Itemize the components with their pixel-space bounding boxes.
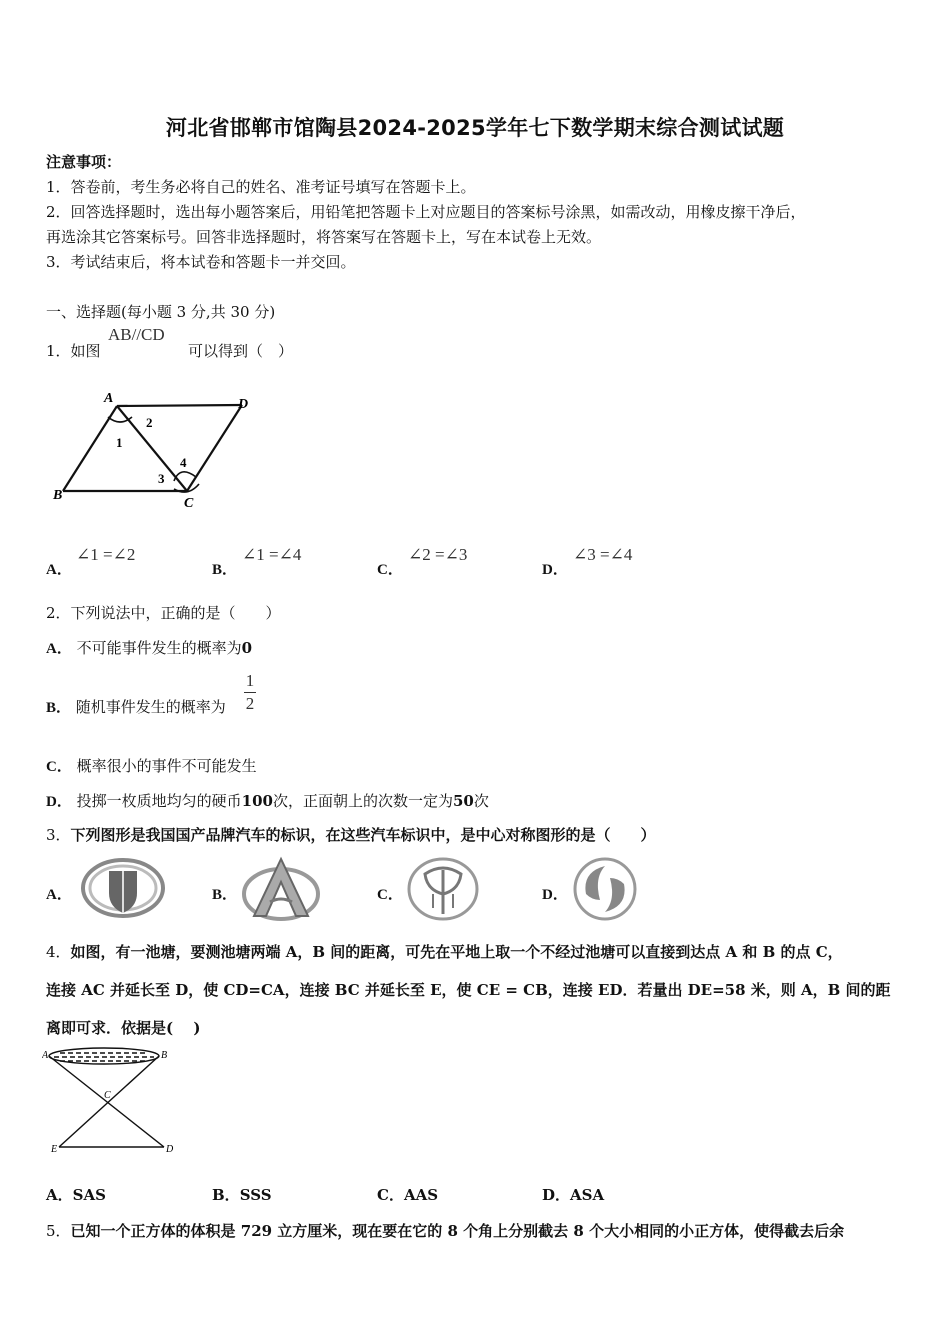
q1-prefix: 1．如图 xyxy=(46,342,101,360)
q4-line-1-text: 如图，有一池塘，要测池塘两端 A，B 间的距离，可先在平地上取一个不经过池塘可以直接到达点 A 和 B 的点 C， xyxy=(70,943,843,961)
q2-option-d-letter: D． xyxy=(46,794,72,810)
page-title: 河北省邯郸市馆陶县2024-2025学年七下数学期末综合测试试题 xyxy=(165,116,785,140)
q1-segment-AD xyxy=(117,405,242,406)
q1-segment-DC xyxy=(187,405,242,491)
q4-line-2: 连接 AC 并延长至 D，使 CD=CA，连接 BC 并延长至 E，使 CE = CB，连接 ED．若量出 DE=58 米，则 A，B 间的距 xyxy=(46,981,891,999)
q1-option-d-text: ∠3 =∠4 xyxy=(573,545,633,564)
q4-number: 4． xyxy=(46,943,71,961)
q4-option-d xyxy=(542,1184,604,1205)
notice-heading: 注意事项： xyxy=(46,153,122,171)
notice-item-2-cont: 再选涂其它答案标号。回答非选择题时，将答案写在答题卡上，写在本试卷上无效。 xyxy=(46,228,602,246)
q1-label-B: B xyxy=(53,488,63,503)
q3-stem xyxy=(46,824,656,845)
car-logo-a xyxy=(80,857,166,919)
q1-label-C: C xyxy=(184,496,194,510)
q1-option-c-text: ∠2 =∠3 xyxy=(408,545,468,564)
q2-option-d-text-3: 次 xyxy=(473,792,489,810)
q4-option-d-text: ASA xyxy=(570,1186,605,1204)
section-heading: 一、选择题(每小题 3 分,共 30 分) xyxy=(46,303,276,321)
q2-fraction-denominator: 2 xyxy=(245,694,255,713)
q4-option-d-letter: D． xyxy=(542,1186,571,1204)
q1-option-b-text: ∠1 =∠4 xyxy=(242,545,302,564)
car-logo-b xyxy=(240,856,322,922)
q4-line-3: 离即可求．依据是( ) xyxy=(46,1019,201,1037)
q2-option-b xyxy=(46,696,226,717)
q3-option-a-letter: A． xyxy=(46,887,72,903)
q4-option-a-text: SAS xyxy=(72,1186,106,1204)
q4-label-B: B xyxy=(161,1050,168,1061)
notice-item-3: 3．考试结束后，将本试卷和答题卡一并交回。 xyxy=(46,253,356,271)
q1-option-a-letter: A． xyxy=(46,562,72,578)
q2-fraction xyxy=(242,671,258,714)
q2-fraction-numerator: 1 xyxy=(245,671,255,690)
q4-option-a-letter: A． xyxy=(46,1186,73,1204)
q1-option-b-letter: B． xyxy=(212,562,238,578)
q2-option-c-letter: C． xyxy=(46,759,72,775)
q2-option-d xyxy=(46,790,489,811)
q2-stem: 2．下列说法中，正确的是（ ） xyxy=(46,604,281,622)
q1-segment-AB xyxy=(63,406,117,491)
q1-option-d-letter: D． xyxy=(542,562,568,578)
q1-angle-2: 2 xyxy=(146,415,153,430)
q1-option-c-letter: C． xyxy=(377,562,403,578)
car-logo-d xyxy=(572,856,638,922)
q2-fraction-bar xyxy=(244,692,256,693)
q4-label-D: D xyxy=(166,1144,174,1155)
q1-angle-4: 4 xyxy=(180,455,187,470)
q1-label-D: D xyxy=(238,397,249,412)
q4-option-a xyxy=(46,1184,106,1205)
notice-item-1: 1．答卷前，考生务必将自己的姓名、准考证号填写在答题卡上。 xyxy=(46,178,476,196)
q4-label-E: E xyxy=(51,1144,58,1155)
q4-option-b xyxy=(212,1184,272,1205)
q4-option-b-text: SSS xyxy=(239,1186,272,1204)
q3-option-c-letter: C． xyxy=(377,887,403,903)
q3-option-d-letter: D． xyxy=(542,887,568,903)
q4-option-c xyxy=(377,1184,438,1205)
q2-option-c-text: 概率很小的事件不可能发生 xyxy=(76,757,257,775)
q2-option-d-num-2: 50 xyxy=(452,792,474,810)
q1-label-A: A xyxy=(104,391,114,406)
q2-option-a-letter: A． xyxy=(46,641,72,657)
q2-option-a-text: 不可能事件发生的概率为 xyxy=(76,639,242,657)
q3-option-b-letter: B． xyxy=(212,887,238,903)
q4-option-c-text: AAS xyxy=(403,1186,439,1204)
q5-stem xyxy=(46,1220,844,1241)
q4-pond-figure xyxy=(42,1043,182,1158)
q2-option-c xyxy=(46,755,257,776)
q3-stem-text: 下列图形是我国国产品牌汽车的标识，在这些汽车标识中，是中心对称图形的是（ ） xyxy=(70,826,656,844)
q2-option-b-letter: B． xyxy=(46,700,72,716)
q4-option-c-letter: C． xyxy=(377,1186,404,1204)
q4-label-C: C xyxy=(104,1090,111,1101)
q2-option-a-num: 0 xyxy=(241,639,253,657)
q4-option-b-letter: B． xyxy=(212,1186,240,1204)
q1-parallelogram-figure xyxy=(50,385,270,510)
q5-number: 5． xyxy=(46,1222,71,1240)
q2-option-d-text-1: 投掷一枚质地均匀的硬币 xyxy=(76,792,242,810)
q3-number: 3． xyxy=(46,826,71,844)
q1-angle-3: 3 xyxy=(158,471,165,486)
q4-label-A: A xyxy=(42,1050,49,1061)
q4-segment-AD xyxy=(49,1056,164,1147)
q4-line-1 xyxy=(46,941,843,962)
q2-option-a xyxy=(46,637,252,658)
q2-option-b-text: 随机事件发生的概率为 xyxy=(75,698,226,716)
q1-suffix: 可以得到（ ） xyxy=(188,342,294,360)
q5-stem-text: 已知一个正方体的体积是 729 立方厘米，现在要在它的 8 个角上分别截去 8 个大小相同的小正方体，使得截去后余 xyxy=(70,1222,845,1240)
q1-angle-1: 1 xyxy=(116,435,123,450)
q2-option-d-text-2: 次，正面朝上的次数一定为 xyxy=(272,792,453,810)
car-logo-c xyxy=(405,856,481,922)
notice-item-2: 2．回答选择题时，选出每小题答案后，用铅笔把答题卡上对应题目的答案标号涂黑，如需改动，用橡皮擦干净后， xyxy=(46,203,806,221)
q1-option-a-text: ∠1 =∠2 xyxy=(76,545,136,564)
q4-segment-BE xyxy=(59,1056,159,1147)
q2-option-d-num-1: 100 xyxy=(241,792,273,810)
q1-math: AB//CD xyxy=(108,325,165,344)
